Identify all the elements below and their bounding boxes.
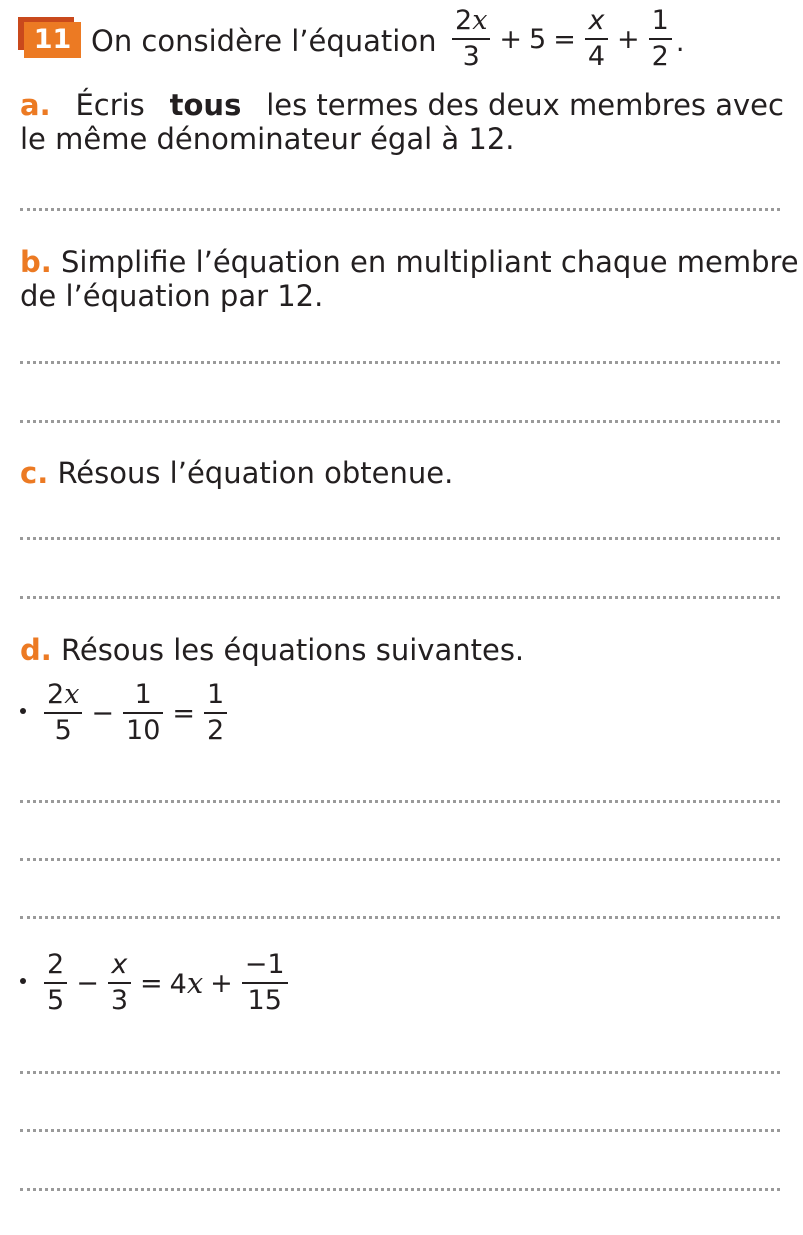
fraction-minus1-over-15: $\frac{-1}{15}$ xyxy=(242,950,288,1016)
answer-line-a1[interactable] xyxy=(20,208,780,211)
answer-line-b2[interactable] xyxy=(20,420,780,423)
emphasis-tous: tous xyxy=(169,88,242,122)
equation-1: $\frac{2x}{5}$ − $\frac{1}{10}$ = $\frac{1}{2}$ xyxy=(40,680,231,746)
answer-line-d3[interactable] xyxy=(20,916,780,919)
main-equation: $\frac{2x}{3}$ + 5 = $\frac{x}{4}$ + $\frac{1}{2}$ . xyxy=(448,6,684,72)
answer-line-d5[interactable] xyxy=(20,1129,780,1132)
question-b-label: b. xyxy=(20,245,52,279)
answer-line-d6[interactable] xyxy=(20,1188,780,1191)
question-d: d. Résous les équations suivantes. xyxy=(20,633,525,667)
fraction-1-over-2-eq1: $\frac{1}{2}$ xyxy=(204,680,227,746)
answer-line-c1[interactable] xyxy=(20,537,780,540)
question-c: c. Résous l’équation obtenue. xyxy=(20,456,454,490)
fraction-1-over-10: $\frac{1}{10}$ xyxy=(123,680,163,746)
bullet-2 xyxy=(20,978,26,984)
answer-line-d2[interactable] xyxy=(20,858,780,861)
answer-line-d1[interactable] xyxy=(20,800,780,803)
fraction-2x-over-3: $\frac{2x}{3}$ xyxy=(452,6,490,72)
question-b-line2: de l’équation par 12. xyxy=(20,279,324,313)
question-d-label: d. xyxy=(20,633,52,667)
question-a-label: a. xyxy=(20,88,51,122)
equation-2: $\frac{2}{5}$ − $\frac{x}{3}$ = 4x + $\frac{-1}{15}$ xyxy=(40,950,292,1016)
exercise-number-badge: 11 xyxy=(24,22,81,58)
exercise-intro: On considère l’équation xyxy=(91,24,437,58)
answer-line-b1[interactable] xyxy=(20,361,780,364)
fraction-x-over-3: $\frac{x}{3}$ xyxy=(108,950,131,1016)
fraction-x-over-4: $\frac{x}{4}$ xyxy=(585,6,608,72)
bullet-1 xyxy=(20,708,26,714)
answer-line-d4[interactable] xyxy=(20,1071,780,1074)
answer-line-c2[interactable] xyxy=(20,596,780,599)
fraction-2x-over-5: $\frac{2x}{5}$ xyxy=(44,680,82,746)
question-a-line1: a. Écris tous les termes des deux membres avec xyxy=(20,88,784,122)
question-b-line1: b. Simplifie l’équation en multipliant chaque membre xyxy=(20,245,799,279)
question-c-label: c. xyxy=(20,456,49,490)
question-a-line2: le même dénominateur égal à 12. xyxy=(20,122,515,156)
fraction-2-over-5: $\frac{2}{5}$ xyxy=(44,950,67,1016)
fraction-1-over-2: $\frac{1}{2}$ xyxy=(649,6,672,72)
